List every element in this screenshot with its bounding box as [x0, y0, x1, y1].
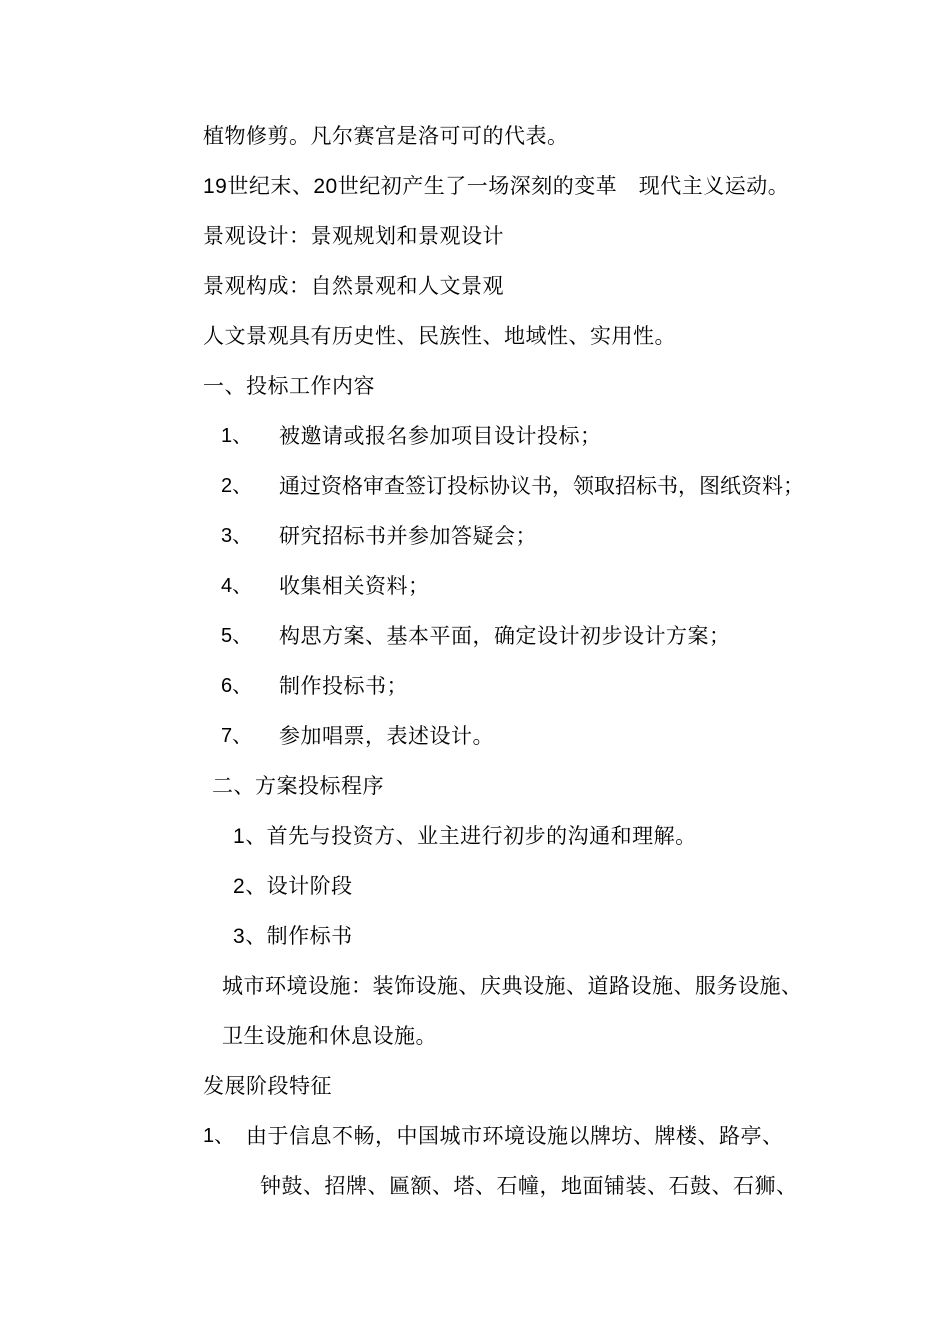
list-item-number: 6、 — [221, 675, 253, 697]
list-item-number: 3 — [233, 925, 246, 948]
list-item-text: 、首先与投资方、业主进行初步的沟通和理解。 — [245, 824, 697, 848]
paragraph-line: 景观构成：自然景观和人文景观 — [203, 274, 504, 298]
list-item-text: 研究招标书并参加答疑会； — [279, 524, 537, 548]
list-item-number: 3、 — [221, 525, 253, 547]
century-number: 19 — [203, 175, 228, 198]
list-item-text: 构思方案、基本平面，确定设计初步设计方案； — [279, 624, 731, 648]
list-item-number: 5、 — [221, 625, 253, 647]
century-number: 20 — [313, 175, 338, 198]
list-item-text: 、设计阶段 — [245, 874, 353, 898]
paragraph-line: 人文景观具有历史性、民族性、地域性、实用性。 — [203, 324, 676, 348]
list-item-number: 1、 — [221, 425, 253, 447]
list-item-text: 、制作标书 — [245, 924, 353, 948]
list-item-text: 参加唱票，表述设计。 — [279, 724, 494, 748]
section-heading: 发展阶段特征 — [203, 1074, 332, 1098]
list-item-number: 1、 — [203, 1125, 235, 1147]
list-item-number: 4、 — [221, 575, 253, 597]
paragraph-line: 城市环境设施：装饰设施、庆典设施、道路设施、服务设施、 — [222, 974, 803, 998]
list-item-text: 由于信息不畅，中国城市环境设施以牌坊、牌楼、路亭、 — [246, 1124, 784, 1148]
list-item-number: 2 — [233, 875, 246, 898]
list-item — [233, 871, 353, 902]
list-item-number: 7、 — [221, 725, 253, 747]
list-item-text: 钟鼓、招牌、匾额、塔、石幢，地面铺装、石鼓、石狮、 — [260, 1174, 798, 1198]
section-heading: 二、方案投标程序 — [212, 774, 384, 798]
paragraph-line: 卫生设施和休息设施。 — [222, 1024, 437, 1048]
paragraph-text: 世纪初产生了一场深刻的变革 现代主义运动。 — [337, 174, 790, 198]
list-item-number: 2、 — [221, 475, 253, 497]
list-item — [233, 921, 353, 952]
list-item-number: 1 — [233, 825, 246, 848]
section-heading: 一、投标工作内容 — [203, 374, 375, 398]
paragraph-text: 世纪末、 — [227, 174, 314, 198]
list-item — [233, 821, 697, 852]
list-item-text: 收集相关资料； — [279, 574, 430, 598]
paragraph-line: 景观设计：景观规划和景观设计 — [203, 224, 504, 248]
list-item-text: 被邀请或报名参加项目设计投标； — [279, 424, 602, 448]
list-item-text: 制作投标书； — [279, 674, 408, 698]
list-item-text: 通过资格审查签订投标协议书，领取招标书，图纸资料； — [279, 474, 804, 498]
paragraph-line — [203, 171, 789, 202]
paragraph-line: 植物修剪。凡尔赛宫是洛可可的代表。 — [203, 124, 569, 148]
